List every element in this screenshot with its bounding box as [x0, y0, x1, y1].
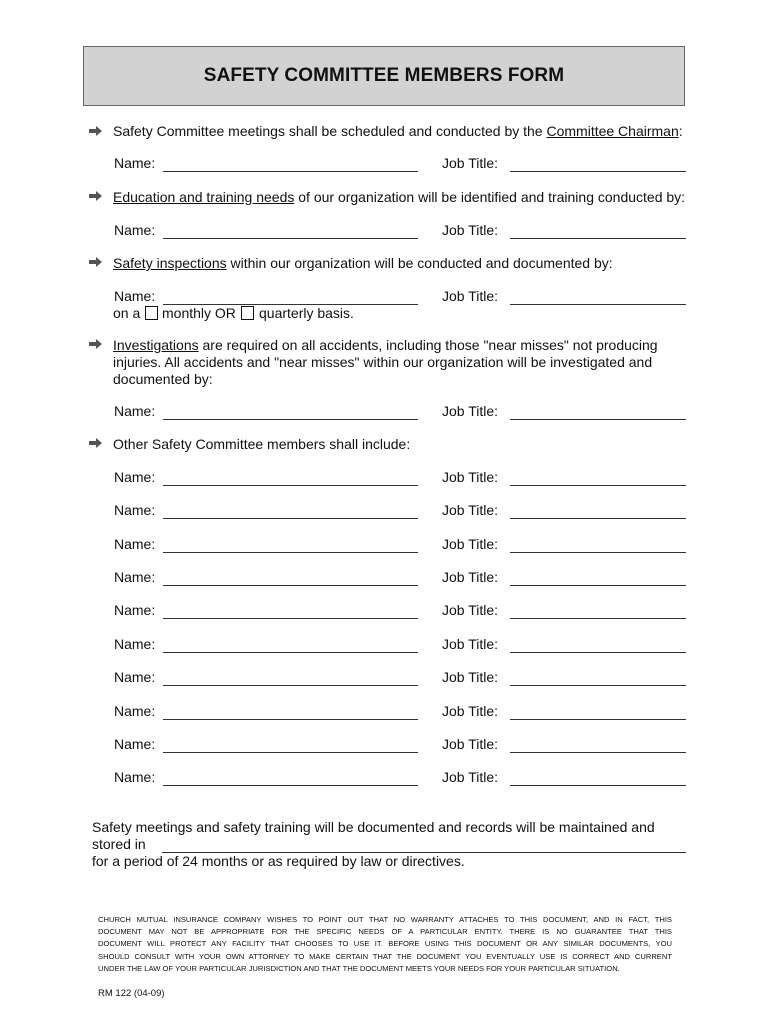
name-field[interactable] — [163, 304, 418, 305]
section-text: of our organization will be identified and training conducted by: — [294, 189, 686, 205]
job-title-label: Job Title: — [442, 669, 499, 685]
section-education-training — [113, 189, 685, 206]
name-field[interactable] — [163, 752, 418, 753]
section-text: injuries. All accidents and "near misses" within our organization will be investigated and — [113, 354, 653, 370]
job-title-label: Job Title: — [442, 636, 499, 652]
job-title-label: Job Title: — [442, 469, 499, 485]
records-text: stored in — [92, 836, 146, 852]
name-field[interactable] — [163, 552, 418, 553]
job-title-field[interactable] — [510, 552, 686, 553]
monthly-checkbox[interactable] — [145, 306, 158, 320]
section-safety-inspections — [113, 255, 613, 272]
arrow-bullet-icon — [89, 126, 103, 136]
education-training-link: Education and training needs — [113, 189, 295, 205]
name-label: Name: — [114, 222, 156, 238]
records-text: for a period of 24 months or as required by law or directives. — [92, 853, 465, 869]
committee-chairman-link: Committee Chairman — [546, 123, 679, 139]
disclaimer — [98, 914, 672, 975]
name-label: Name: — [114, 703, 156, 719]
job-title-field[interactable] — [510, 238, 686, 239]
investigations-link: Investigations — [113, 337, 199, 353]
name-label: Name: — [114, 502, 156, 518]
section-other-members: Other Safety Committee members shall include: — [113, 436, 411, 452]
disclaimer-line: UNDER THE LAW OF YOUR PARTICULAR JURISDICTION AND THAT THE DOCUMENT MEETS YOUR NEEDS FOR YOUR PARTICULAR SITUATION. — [98, 963, 620, 973]
records-text: Safety meetings and safety training will be documented and records will be maintained and — [92, 819, 655, 835]
arrow-bullet-icon — [89, 438, 103, 448]
monthly-label: monthly OR — [162, 305, 236, 321]
job-title-label: Job Title: — [442, 403, 499, 419]
quarterly-checkbox[interactable] — [241, 306, 254, 320]
job-title-field[interactable] — [510, 752, 686, 753]
section-text: documented by: — [113, 371, 213, 387]
job-title-field[interactable] — [510, 585, 686, 586]
name-field[interactable] — [163, 419, 418, 420]
section-text: : — [678, 123, 683, 139]
name-label: Name: — [114, 288, 156, 304]
job-title-label: Job Title: — [442, 569, 499, 585]
name-field[interactable] — [163, 485, 418, 486]
job-title-field[interactable] — [510, 171, 686, 172]
job-title-label: Job Title: — [442, 222, 499, 238]
name-field[interactable] — [163, 719, 418, 720]
arrow-bullet-icon — [89, 257, 103, 267]
job-title-field[interactable] — [510, 485, 686, 486]
job-title-label: Job Title: — [442, 536, 499, 552]
frequency-line — [113, 305, 140, 322]
name-label: Name: — [114, 636, 156, 652]
job-title-field[interactable] — [510, 518, 686, 519]
arrow-bullet-icon — [89, 339, 103, 349]
form-number: RM 122 (04-09) — [98, 988, 165, 999]
name-field[interactable] — [163, 518, 418, 519]
name-label: Name: — [114, 469, 156, 485]
job-title-label: Job Title: — [442, 769, 499, 785]
job-title-label: Job Title: — [442, 155, 499, 171]
name-field[interactable] — [163, 238, 418, 239]
name-label: Name: — [114, 669, 156, 685]
section-committee-chairman — [113, 123, 683, 140]
job-title-field[interactable] — [510, 719, 686, 720]
name-label: Name: — [114, 769, 156, 785]
disclaimer-line: SHOULD CONSULT WITH YOUR OWN ATTORNEY TO MAKE CERTAIN THAT THE DOCUMENT YOU EVENTUALLY USE IS CORRECT AND CURRENT — [98, 951, 672, 961]
job-title-field[interactable] — [510, 304, 686, 305]
quarterly-label: quarterly basis. — [259, 305, 354, 321]
name-label: Name: — [114, 155, 156, 171]
name-field[interactable] — [163, 618, 418, 619]
job-title-field[interactable] — [510, 652, 686, 653]
name-field[interactable] — [163, 585, 418, 586]
job-title-field[interactable] — [510, 419, 686, 420]
job-title-field[interactable] — [510, 618, 686, 619]
disclaimer-line: CHURCH MUTUAL INSURANCE COMPANY WISHES TO POINT OUT THAT NO WARRANTY ATTACHES TO THIS DOCUMENT, AND IN FACT, THIS — [98, 915, 672, 924]
arrow-bullet-icon — [89, 191, 103, 201]
name-label: Name: — [114, 403, 156, 419]
job-title-label: Job Title: — [442, 703, 499, 719]
disclaimer-line: DOCUMENT MAY NOT BE APPROPRIATE FOR THE SPECIFIC NEEDS OF A PARTICULAR ENTITY. THERE IS NO GUARANTEE THAT THIS — [98, 927, 672, 937]
name-field[interactable] — [163, 652, 418, 653]
form-title: SAFETY COMMITTEE MEMBERS FORM — [203, 65, 565, 86]
name-field[interactable] — [163, 785, 418, 786]
job-title-label: Job Title: — [442, 502, 499, 518]
job-title-label: Job Title: — [442, 736, 499, 752]
section-text: within our organization will be conducted and documented by: — [226, 255, 613, 271]
name-field[interactable] — [163, 171, 418, 172]
name-label: Name: — [114, 569, 156, 585]
section-text: Safety Committee meetings shall be scheduled and conducted by the — [113, 123, 547, 139]
form-title-box — [83, 46, 685, 106]
name-label: Name: — [114, 736, 156, 752]
on-a-label: on a — [113, 305, 141, 321]
job-title-field[interactable] — [510, 785, 686, 786]
section-text: are required on all accidents, including those "near misses" not producing — [198, 337, 658, 353]
safety-inspections-link: Safety inspections — [113, 255, 227, 271]
job-title-label: Job Title: — [442, 288, 499, 304]
job-title-label: Job Title: — [442, 602, 499, 618]
disclaimer-line: DOCUMENT WILL PROTECT ANY FACILITY THAT CHOOSES TO USE IT. BEFORE USING THIS DOCUMENT OR ANY SIMILAR DOCUMENTS, YOU — [98, 939, 672, 949]
section-investigations — [113, 337, 658, 354]
name-label: Name: — [114, 602, 156, 618]
name-label: Name: — [114, 536, 156, 552]
job-title-field[interactable] — [510, 685, 686, 686]
name-field[interactable] — [163, 685, 418, 686]
